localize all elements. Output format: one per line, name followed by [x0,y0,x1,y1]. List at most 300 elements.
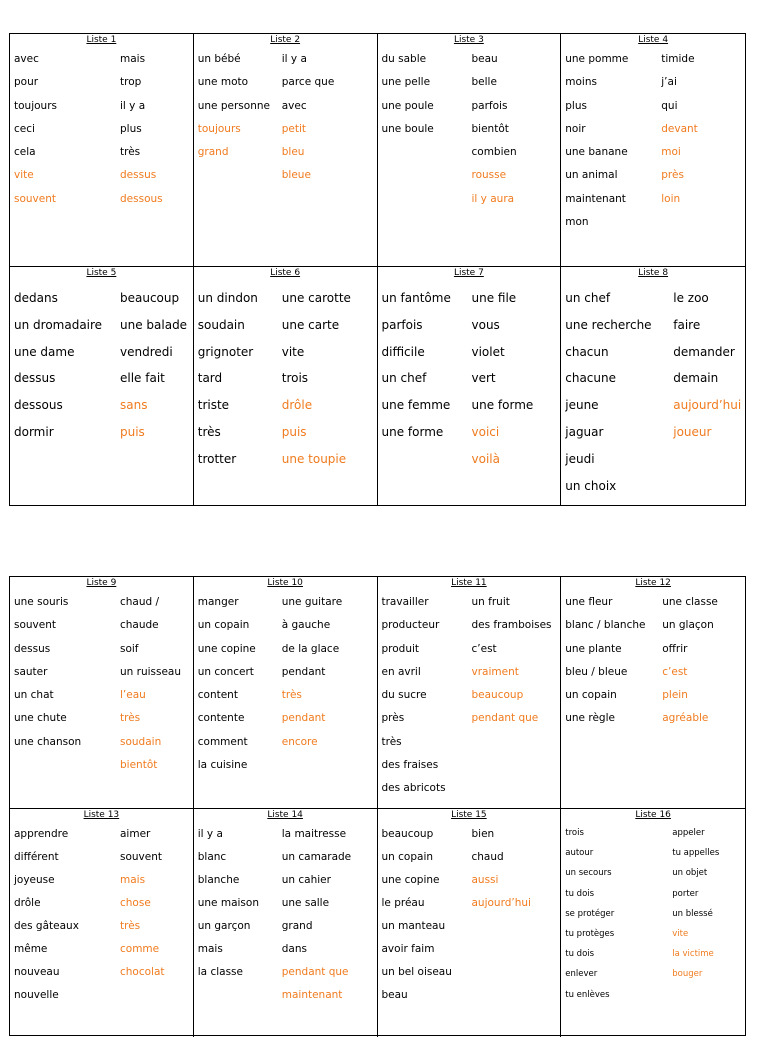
word-item: une carotte [281,291,351,305]
word-item: parfois [381,317,423,332]
word-column [565,285,673,499]
list-title: Liste 2 [270,35,301,45]
word-list-table-2 [9,576,746,1036]
word-column [120,48,193,211]
word-item-highlighted: toujours [197,122,241,135]
word-list-table-1 [9,33,746,506]
word-column [120,823,193,1007]
word-item: plus [120,122,142,135]
word-item-highlighted: joueur [673,424,712,439]
word-item: sauter [14,665,48,678]
word-column [472,591,561,801]
word-item-highlighted: aussi [471,874,499,886]
list-title: Liste 13 [83,810,120,820]
word-item: un dromadaire [14,317,103,332]
word-item: apprendre [14,828,69,840]
word-item: une copine [197,642,256,655]
word-column [382,285,472,473]
word-columns [10,823,193,1007]
word-columns [10,48,193,211]
word-columns [378,823,561,1007]
word-item: un secours [565,868,612,879]
word-item-highlighted: très [281,689,302,702]
word-item: même [14,943,48,955]
word-item: vendredi [120,344,173,359]
word-item: une personne [197,99,270,112]
word-item: chaud [471,851,504,863]
word-item: une boule [381,122,434,135]
word-item: porter [672,888,699,899]
word-item-highlighted: voilà [471,451,500,466]
word-item: à gauche [281,619,331,632]
list-title: Liste 4 [638,35,669,45]
word-item: tu appelles [672,848,720,859]
word-item: jaguar [565,424,604,439]
word-item: contente [197,712,245,725]
list-cell-2 [194,34,378,266]
table-row [10,809,745,1037]
word-item: appeler [672,828,705,838]
word-item: une classe [662,596,718,608]
word-item-highlighted: chose [120,897,151,909]
word-column [382,591,472,801]
list-cell-11 [378,577,562,808]
word-item: vite [281,344,305,359]
list-cell-13 [10,809,194,1037]
word-item: une maison [197,897,259,909]
word-item: la cuisine [197,759,248,772]
word-item: combien [471,146,517,159]
word-item-highlighted: vite [14,169,34,182]
list-title: Liste 7 [453,268,484,278]
word-item: chaud / [120,596,160,608]
word-item: tu protèges [565,928,615,939]
word-item: plus [565,99,587,112]
word-item: la maitresse [281,828,347,840]
list-cell-4 [561,34,745,266]
word-item-highlighted: rousse [471,169,507,182]
word-item: travailler [381,596,429,608]
word-item: de la glace [281,642,340,655]
word-item: dessous [14,398,63,413]
list-title: Liste 9 [86,578,117,588]
word-item: offrir [662,642,688,655]
word-item: ceci [14,122,35,135]
word-item: une forme [471,398,534,413]
word-column [14,285,120,446]
word-item-highlighted: sans [120,398,148,413]
word-item: avoir faim [381,943,435,955]
word-item-highlighted: c’est [662,665,688,678]
word-item: une file [471,291,517,305]
word-item: demain [673,371,719,386]
word-item: souvent [14,619,56,632]
word-item: une pelle [381,76,431,89]
word-item-highlighted: vraiment [471,665,519,678]
word-item-highlighted: chocolat [120,966,165,978]
word-columns [194,48,377,188]
word-item-highlighted: aujourd’hui [673,398,742,413]
word-column [472,823,561,1007]
word-item: un copain [197,619,250,632]
list-cell-14 [194,809,378,1037]
word-item: un animal [565,169,618,182]
list-cell-12 [561,577,745,808]
list-cell-3 [378,34,562,266]
word-item: un copain [565,689,617,702]
word-column [14,591,120,777]
word-column [672,823,745,1005]
table-row [10,267,745,505]
word-item: avec [14,53,39,65]
word-item: mais [197,943,223,955]
word-item: un chef [381,371,427,386]
list-cell-8 [561,267,745,505]
word-item: aimer [120,828,151,840]
word-column [382,48,472,211]
word-column [565,591,662,731]
word-item: maintenant [565,192,626,205]
word-item: une chute [14,712,67,725]
word-item: beaucoup [381,828,434,840]
word-columns [561,591,745,731]
word-item: grand [281,920,313,932]
word-item: trois [281,371,309,386]
word-columns [194,281,377,473]
word-item: très [197,424,221,439]
word-columns [378,591,561,801]
word-column [282,823,377,1007]
word-item: nouveau [14,966,60,978]
word-item: drôle [14,897,41,909]
word-column [472,285,561,473]
word-item-highlighted: bientôt [120,759,158,772]
word-item: un objet [672,868,708,879]
word-item-highlighted: puis [281,424,307,439]
list-title: Liste 1 [86,35,117,45]
word-item: une copine [381,874,440,886]
list-cell-16 [561,809,745,1037]
word-column [565,823,672,1005]
word-item: soif [120,642,139,655]
word-column [14,823,120,1007]
word-item-highlighted: la victime [672,949,714,960]
word-item-highlighted: soudain [120,735,162,748]
word-item: tard [197,371,223,386]
word-item: manger [197,596,239,608]
word-item-highlighted: une toupie [281,451,347,466]
word-item: autour [565,848,594,859]
word-item: le préau [381,897,425,909]
list-title: Liste 16 [635,810,671,820]
word-item: difficile [381,344,425,359]
word-item: chaude [120,619,159,632]
word-item: un chat [14,689,54,702]
word-columns [194,591,377,777]
word-item: mais [120,53,146,65]
word-item-highlighted: bouger [672,969,703,980]
word-item: différent [14,851,59,863]
word-item: un bel oiseau [381,966,452,978]
word-item: enlever [565,969,598,980]
word-item: une fleur [565,596,613,608]
word-columns [10,591,193,777]
word-item: près [381,712,405,725]
word-item: trotter [197,451,237,466]
word-item: avec [281,99,307,112]
word-columns [561,281,745,499]
word-item: pour [14,76,39,89]
word-item: très [120,146,141,159]
word-item: qui [661,99,678,112]
word-item: moins [565,76,597,89]
word-item: bien [471,828,495,840]
word-item-highlighted: maintenant [281,989,343,1001]
word-column [198,48,282,188]
word-item: faire [673,317,701,332]
word-column [198,591,282,777]
word-item: une recherche [565,317,652,332]
word-item: une femme [381,398,451,413]
word-item-highlighted: bleue [281,169,311,182]
word-item: elle fait [120,371,165,386]
word-item-highlighted: voici [471,424,500,439]
word-item: dessus [14,642,51,655]
word-item: un garçon [197,920,251,932]
word-item-highlighted: puis [120,424,145,439]
word-item-highlighted: drôle [281,398,313,413]
word-item: soudain [197,317,245,332]
word-column [282,591,377,777]
word-item: une moto [197,76,249,89]
word-item: grignoter [197,344,254,359]
word-column [382,823,472,1007]
word-item: un fruit [471,596,510,608]
word-item: une souris [14,596,69,608]
word-item-highlighted: grand [197,146,229,159]
word-item: très [381,735,402,748]
word-item: un dindon [197,291,258,305]
word-item: j’ai [661,76,677,89]
word-item: blanc / blanche [565,619,646,632]
word-item: une carte [281,317,340,332]
word-columns [378,281,561,473]
word-item: jeudi [565,451,595,466]
word-item-highlighted: il y aura [471,192,515,205]
word-item: du sucre [381,689,427,702]
list-cell-15 [378,809,562,1037]
word-column [282,285,377,473]
word-item: une banane [565,146,628,159]
word-item: une guitare [281,596,343,608]
word-item: tu dois [565,949,595,960]
word-item-highlighted: plein [662,689,688,702]
word-item-highlighted: pendant [281,712,326,725]
word-column [661,48,745,234]
word-item: des abricots [381,782,446,795]
word-item: un camarade [281,851,352,863]
word-item: un choix [565,478,617,493]
word-item: tu enlèves [565,989,610,1000]
word-item: noir [565,122,586,135]
word-item: une plante [565,642,622,655]
list-title: Liste 15 [451,810,487,820]
word-item: un blessé [672,908,713,919]
word-item: il y a [281,53,307,65]
word-item: des gâteaux [14,920,79,932]
word-item: parfois [471,99,508,112]
word-column [673,285,745,499]
word-item: joyeuse [14,874,55,886]
word-item: jeune [565,398,599,413]
word-item: violet [471,344,505,359]
word-item: cela [14,146,36,159]
list-title: Liste 5 [86,268,117,278]
table-row [10,34,745,267]
word-item: trois [565,828,584,838]
list-title: Liste 10 [267,578,303,588]
word-column [120,591,193,777]
word-item: une pomme [565,53,629,65]
list-cell-5 [10,267,194,505]
word-column [14,48,120,211]
word-item-highlighted: petit [281,122,307,135]
word-item-highlighted: dessus [120,169,157,182]
word-item: une balade [120,317,188,332]
word-columns [10,281,193,446]
word-column [565,48,661,234]
word-item: une chanson [14,735,82,748]
word-item-highlighted: agréable [662,712,709,725]
list-title: Liste 12 [635,578,671,588]
word-item: vous [471,317,500,332]
word-column [282,48,377,188]
word-item: le zoo [673,291,709,305]
word-item: triste [197,398,230,413]
word-item-highlighted: près [661,169,684,182]
word-item: chacune [565,371,616,386]
word-item: dessus [14,371,56,386]
word-item: il y a [120,99,146,112]
word-item-highlighted: très [120,712,141,725]
word-item-highlighted: bleu [281,146,305,159]
list-cell-10 [194,577,378,808]
word-columns [194,823,377,1007]
word-item: une règle [565,712,615,725]
word-item: vert [471,371,496,386]
list-title: Liste 14 [267,810,303,820]
word-columns [561,823,745,1005]
word-item: chacun [565,344,609,359]
word-item: en avril [381,665,421,678]
word-item: pendant [281,665,326,678]
word-item-highlighted: beaucoup [471,689,524,702]
word-item: souvent [120,851,162,863]
word-item: du sable [381,53,427,65]
word-item: blanche [197,874,240,886]
word-item: c’est [471,642,497,655]
word-item: beau [471,53,498,65]
word-item: se protéger [565,908,615,919]
word-item: nouvelle [14,989,59,1001]
word-item-highlighted: souvent [14,192,56,205]
word-item-highlighted: dessous [120,192,163,205]
word-item: timide [661,53,695,65]
word-item: un concert [197,665,254,678]
word-item: un glaçon [662,619,714,632]
word-item: un chef [565,291,611,305]
word-item: une dame [14,344,75,359]
word-item: demander [673,344,735,359]
word-item: un copain [381,851,434,863]
word-column [120,285,193,446]
word-item: un manteau [381,920,446,932]
word-item: bleu / bleue [565,665,628,678]
word-item-highlighted: devant [661,122,698,135]
word-item-highlighted: loin [661,192,681,205]
list-cell-7 [378,267,562,505]
word-columns [561,48,745,234]
word-item: belle [471,76,497,89]
word-item: des fraises [381,759,439,772]
word-item: un bébé [197,53,241,65]
word-column [198,823,282,1007]
list-title: Liste 6 [270,268,301,278]
word-item: beau [381,989,408,1001]
word-column [662,591,745,731]
word-item: produit [381,642,420,655]
word-item: tu dois [565,888,595,899]
word-item-highlighted: comme [120,943,160,955]
word-item-highlighted: vite [672,928,689,939]
word-item: toujours [14,99,57,112]
table-row [10,577,745,809]
word-item-highlighted: très [120,920,141,932]
word-item: mon [565,216,589,229]
list-title: Liste 8 [638,268,669,278]
word-item: une salle [281,897,330,909]
word-column [198,285,282,473]
word-item: dans [281,943,307,955]
word-item-highlighted: encore [281,735,318,748]
word-item: beaucoup [120,291,180,305]
word-item: parce que [281,76,335,89]
word-item: un ruisseau [120,665,182,678]
word-item: producteur [381,619,440,632]
list-title: Liste 3 [453,35,484,45]
word-item: comment [197,735,248,748]
word-item: une poule [381,99,434,112]
list-cell-6 [194,267,378,505]
word-item: un fantôme [381,291,451,305]
word-item: il y a [197,828,223,840]
word-item: content [197,689,238,702]
word-item: des framboises [471,619,552,632]
word-item-highlighted: pendant que [471,712,539,725]
word-item-highlighted: l’eau [120,689,146,702]
word-item: blanc [197,851,227,863]
word-item-highlighted: pendant que [281,966,349,978]
word-item: dedans [14,291,58,305]
word-item: un cahier [281,874,331,886]
word-columns [378,48,561,211]
word-item-highlighted: mais [120,874,146,886]
word-item: dormir [14,424,54,439]
list-cell-1 [10,34,194,266]
word-item-highlighted: moi [661,146,681,159]
word-item: bientôt [471,122,509,135]
word-item: trop [120,76,142,89]
